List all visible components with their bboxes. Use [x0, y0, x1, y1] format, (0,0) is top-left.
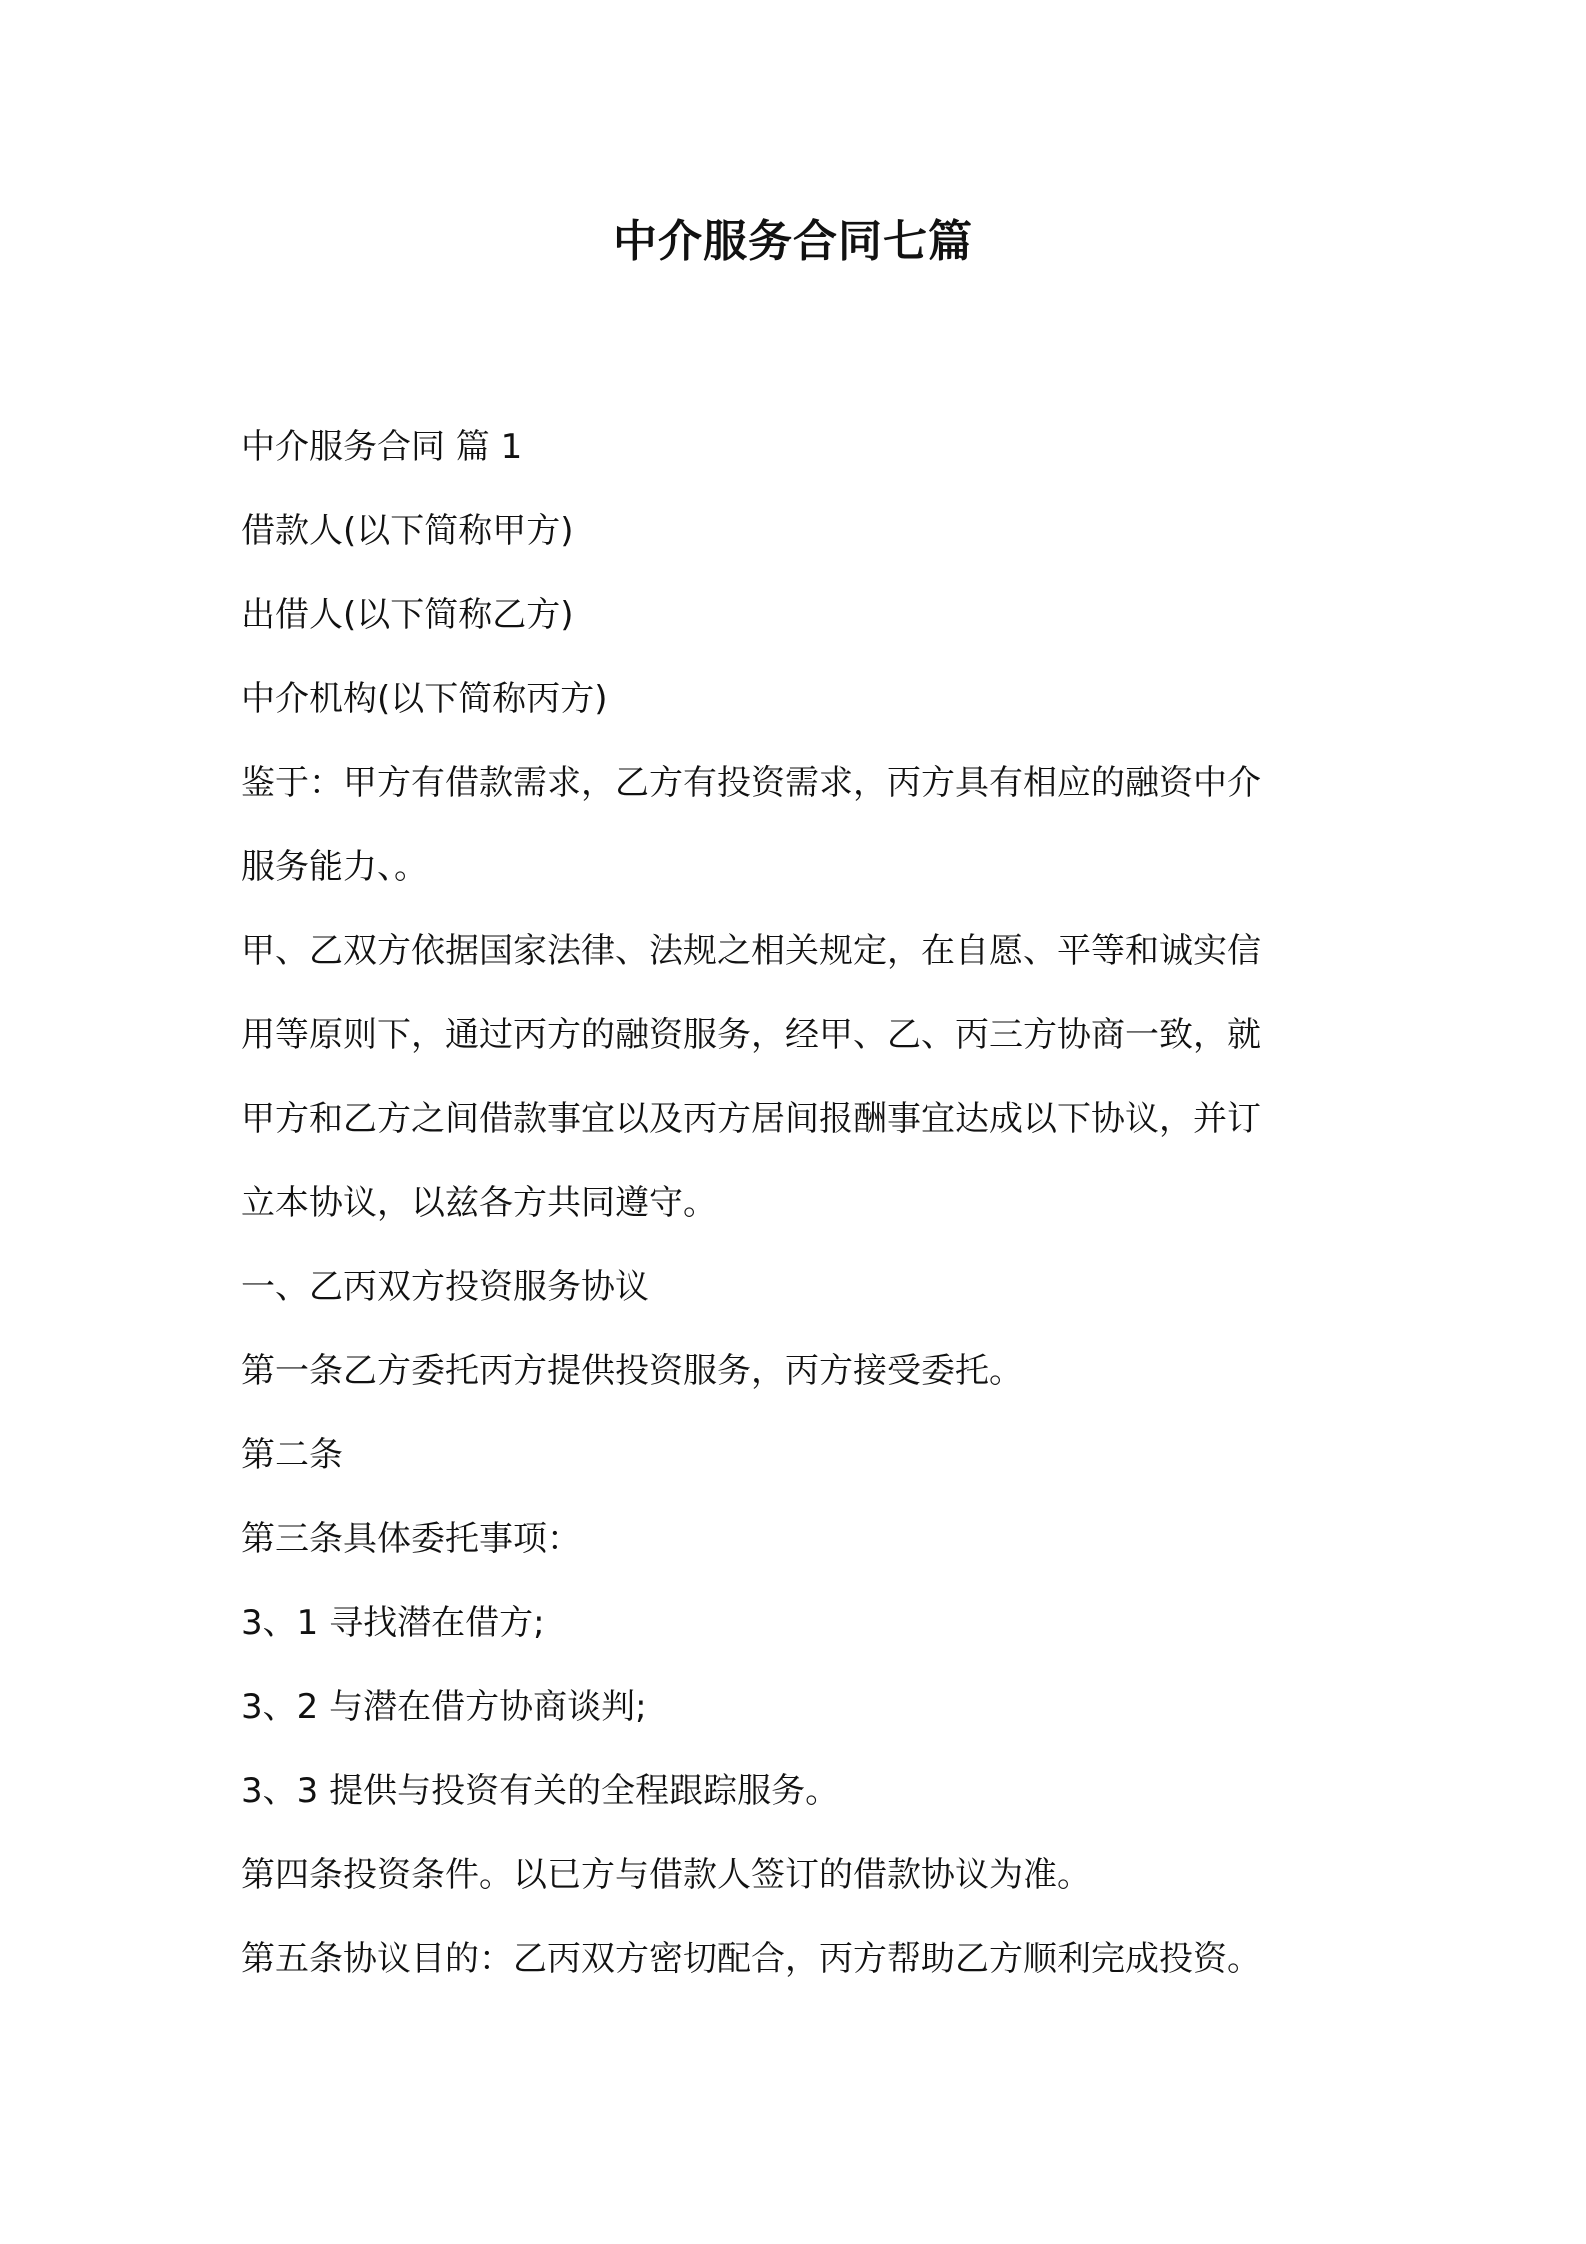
paragraph-line: 立本协议，以兹各方共同遵守。	[241, 1183, 717, 1223]
party-agency: 中介机构(以下简称丙方)	[241, 679, 608, 719]
paragraph-line: 用等原则下，通过丙方的融资服务，经甲、乙、丙三方协商一致，就	[241, 1015, 1261, 1055]
paragraph-line: 甲、乙双方依据国家法律、法规之相关规定，在自愿、平等和诚实信	[241, 931, 1261, 971]
article-4: 第四条投资条件。以已方与借款人签订的借款协议为准。	[241, 1855, 1091, 1895]
paragraph-line: 服务能力、。	[241, 847, 428, 887]
party-lender: 出借人(以下简称乙方)	[241, 595, 574, 635]
document-title: 中介服务合同七篇	[613, 216, 973, 267]
article-3: 第三条具体委托事项：	[241, 1519, 581, 1559]
paragraph-line: 甲方和乙方之间借款事宜以及丙方居间报酬事宜达成以下协议，并订	[241, 1099, 1261, 1139]
section-heading: 中介服务合同 篇 1	[241, 427, 523, 467]
article-3-item-3: 3、3 提供与投资有关的全程跟踪服务。	[241, 1771, 840, 1811]
article-3-item-2: 3、2 与潜在借方协商谈判;	[241, 1687, 647, 1727]
article-1: 第一条乙方委托丙方提供投资服务，丙方接受委托。	[241, 1351, 1023, 1391]
article-2: 第二条	[241, 1435, 343, 1475]
article-3-item-1: 3、1 寻找潜在借方;	[241, 1603, 545, 1643]
paragraph-line: 鉴于：甲方有借款需求，乙方有投资需求，丙方具有相应的融资中介	[241, 763, 1261, 803]
subsection-heading: 一、乙丙双方投资服务协议	[241, 1267, 649, 1307]
document-body	[241, 405, 1361, 2001]
article-5: 第五条协议目的：乙丙双方密切配合，丙方帮助乙方顺利完成投资。	[241, 1939, 1261, 1979]
party-borrower: 借款人(以下简称甲方)	[241, 511, 574, 551]
